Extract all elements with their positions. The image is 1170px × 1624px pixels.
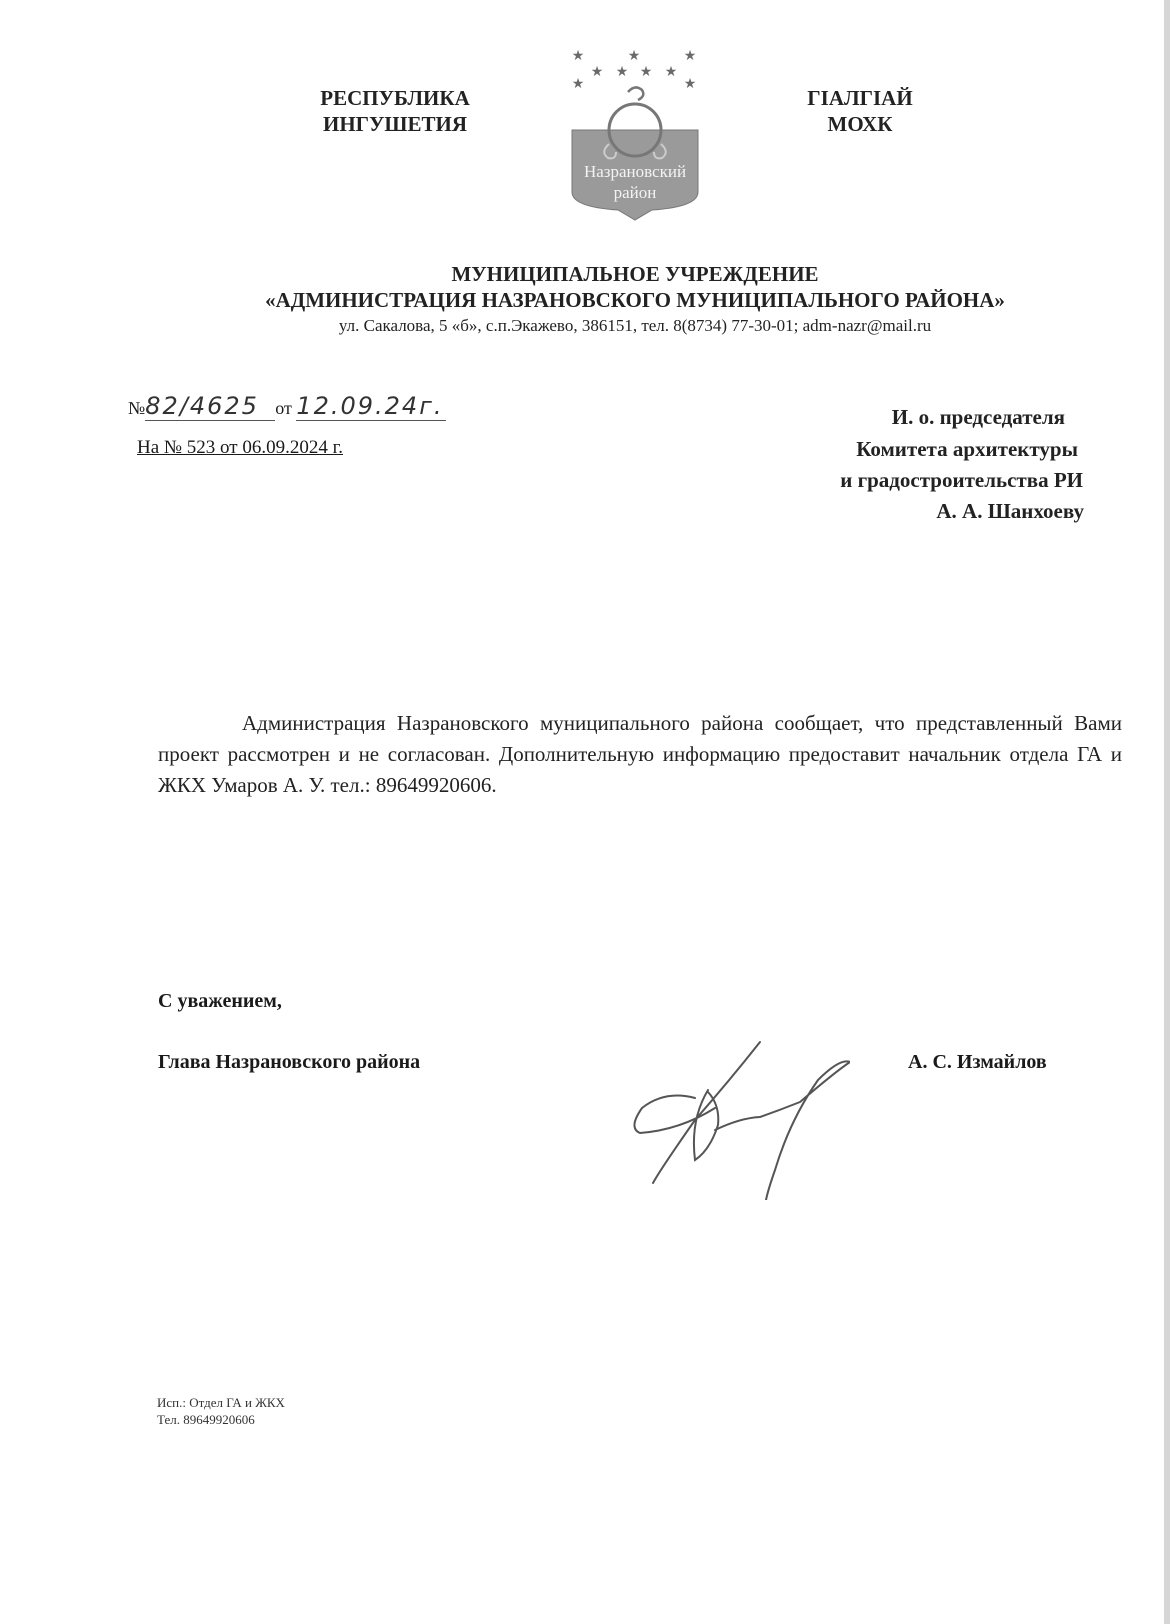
addressee-line: и градостроительства РИ xyxy=(840,468,1083,492)
svg-text:★: ★ xyxy=(664,64,678,80)
emblem-text-line1: Назрановский xyxy=(583,162,687,181)
svg-text:★: ★ xyxy=(683,76,697,92)
page-edge xyxy=(1164,0,1170,1624)
svg-text:★: ★ xyxy=(590,64,604,80)
republic-name-ingush xyxy=(790,85,930,137)
republic-ing-line1: ГІАЛГІАЙ xyxy=(807,86,913,110)
addressee-line: И. о. председателя xyxy=(891,405,1065,429)
institution-name: «АДМИНИСТРАЦИЯ НАЗРАНОВСКОГО МУНИЦИПАЛЬНОГО РАЙОНА» xyxy=(265,288,1005,312)
executor-department: Исп.: Отдел ГА и ЖКХ xyxy=(157,1395,285,1410)
republic-ing-line2: МОХК xyxy=(827,112,893,136)
outgoing-number: 82/4625 xyxy=(145,392,275,421)
registration-number-line xyxy=(128,392,446,421)
republic-ru-line1: РЕСПУБЛИКА xyxy=(320,86,470,110)
svg-text:★: ★ xyxy=(683,48,697,64)
svg-text:★: ★ xyxy=(571,48,585,64)
emblem-text-line2: район xyxy=(613,183,657,202)
number-sign: № xyxy=(128,398,146,418)
coat-of-arms-icon xyxy=(560,42,710,222)
svg-text:★: ★ xyxy=(639,64,653,80)
executor-phone: Тел. 89649920606 xyxy=(157,1412,255,1427)
institution-type: МУНИЦИПАЛЬНОЕ УЧРЕЖДЕНИЕ xyxy=(451,262,819,286)
signature-icon xyxy=(590,1000,850,1200)
reply-reference: На № 523 от 06.09.2024 г. xyxy=(137,437,343,458)
signer-name: А. С. Измайлов xyxy=(908,1051,1047,1073)
republic-ru-line2: ИНГУШЕТИЯ xyxy=(322,112,468,136)
addressee-name: А. А. Шанхоеву xyxy=(936,499,1084,523)
svg-text:★: ★ xyxy=(571,76,585,92)
date-prefix: от xyxy=(275,398,292,418)
addressee-line: Комитета архитектуры xyxy=(856,437,1078,461)
signer-title: Глава Назрановского района xyxy=(158,1051,421,1073)
svg-text:★: ★ xyxy=(615,64,629,80)
institution-contacts: ул. Сакалова, 5 «б», с.п.Экажево, 386151, тел. 8(8734) 77-30-01; adm-nazr@mail.ru xyxy=(338,316,932,335)
letter-body: Администрация Назрановского муниципального района сообщает, что представленный Вами проект рассмотрен и не согласован. Дополнительную информацию предоставит начальник отдела ГА и ЖКХ Умаров А. У. тел.: 89649920606. xyxy=(158,711,1122,797)
outgoing-date: 12.09.24г. xyxy=(296,392,446,421)
closing-phrase: С уважением, xyxy=(158,990,282,1012)
republic-name-russian xyxy=(295,85,495,137)
svg-text:★: ★ xyxy=(627,48,641,64)
